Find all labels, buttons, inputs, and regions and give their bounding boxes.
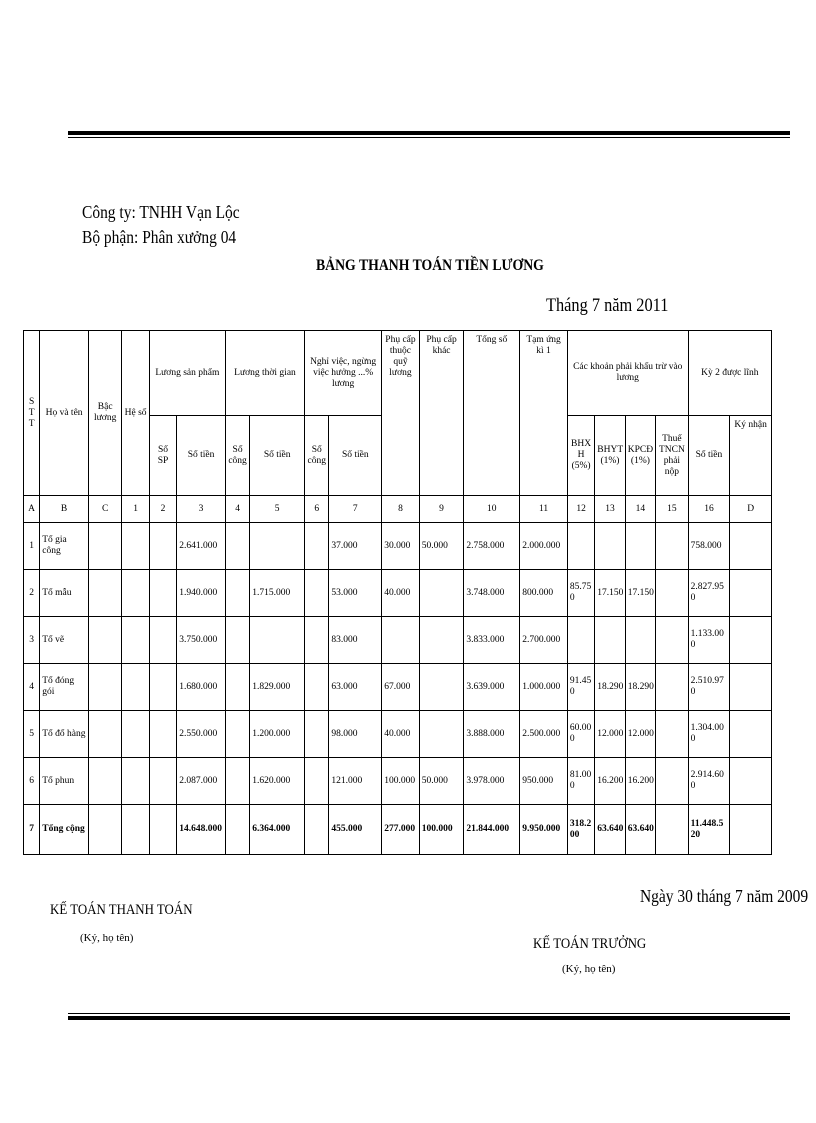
cell-empty [149, 758, 176, 805]
th-total: Tổng số [464, 331, 520, 496]
cell-c12: 91.450 [567, 664, 594, 711]
th-advance: Tạm ứng kì 1 [520, 331, 568, 496]
cell-c12: 85.750 [567, 570, 594, 617]
department-name: Bộ phận: Phân xưởng 04 [82, 227, 237, 247]
cell-empty [88, 711, 121, 758]
cell-empty [225, 570, 249, 617]
cell-c11: 2.500.000 [520, 711, 568, 758]
cell-c13: 17.150 [595, 570, 625, 617]
cell-empty [122, 664, 149, 711]
cell-c14: 17.150 [625, 570, 655, 617]
cell-empty [149, 570, 176, 617]
th-bhyt: BHYT (1%) [595, 416, 625, 496]
column-code: 8 [382, 496, 420, 523]
cell-empty [305, 805, 329, 855]
cell-empty [656, 711, 689, 758]
cell-c14: 63.640 [625, 805, 655, 855]
cell-c9 [419, 617, 464, 664]
cell-c13 [595, 523, 625, 570]
cell-empty [88, 570, 121, 617]
column-code: C [88, 496, 121, 523]
cell-c8: 40.000 [382, 711, 420, 758]
cell-c5: 1.200.000 [250, 711, 305, 758]
header-row-1 [24, 331, 772, 416]
cell-c3: 1.940.000 [177, 570, 226, 617]
chief-accountant-title: KẾ TOÁN TRƯỞNG [533, 936, 647, 952]
cell-c14 [625, 523, 655, 570]
column-code: 4 [225, 496, 249, 523]
cell-c7: 455.000 [329, 805, 382, 855]
column-code: 9 [419, 496, 464, 523]
cell-c3: 2.550.000 [177, 711, 226, 758]
cell-c11: 800.000 [520, 570, 568, 617]
cell-c13: 18.290 [595, 664, 625, 711]
cell-empty [730, 664, 772, 711]
cell-c7: 63.000 [329, 664, 382, 711]
pay-period: Tháng 7 năm 2011 [546, 295, 669, 316]
cell-c16: 1.304.000 [688, 711, 730, 758]
th-leave: Nghỉ việc, ngừng việc hưởng ...% lương [305, 331, 382, 416]
cell-empty [122, 711, 149, 758]
cell-c10: 21.844.000 [464, 805, 520, 855]
th-product-wage: Lương sản phẩm [149, 331, 225, 416]
bottom-rule-thick [68, 1016, 790, 1020]
cell-c12: 81.000 [567, 758, 594, 805]
cell-c8: 30.000 [382, 523, 420, 570]
cell-c9: 50.000 [419, 758, 464, 805]
document-title: BẢNG THANH TOÁN TIỀN LƯƠNG [316, 257, 544, 274]
column-code: 16 [688, 496, 730, 523]
cell-c13: 16.200 [595, 758, 625, 805]
cell-c11: 9.950.000 [520, 805, 568, 855]
cell-stt: 2 [24, 570, 40, 617]
cell-c12 [567, 523, 594, 570]
th-leave-workdays: Số công [305, 416, 329, 496]
company-name: Công ty: TNHH Vạn Lộc [82, 202, 240, 222]
table-body [24, 523, 772, 855]
cell-empty [730, 570, 772, 617]
company-block [82, 200, 240, 250]
cell-c3: 2.087.000 [177, 758, 226, 805]
column-code-row [24, 496, 772, 523]
th-time-workdays: Số công [225, 416, 249, 496]
cell-empty [305, 711, 329, 758]
th-kpcd: KPCĐ (1%) [625, 416, 655, 496]
cell-empty [225, 758, 249, 805]
th-leave-amount: Số tiền [329, 416, 382, 496]
cell-c5: 6.364.000 [250, 805, 305, 855]
column-code: D [730, 496, 772, 523]
cell-c5: 1.620.000 [250, 758, 305, 805]
cell-stt: 7 [24, 805, 40, 855]
th-qty-sp: Số SP [149, 416, 176, 496]
cell-empty [122, 523, 149, 570]
column-code: 5 [250, 496, 305, 523]
cell-empty [225, 664, 249, 711]
cell-empty [730, 805, 772, 855]
cell-c14 [625, 617, 655, 664]
cell-empty [656, 664, 689, 711]
cell-empty [88, 805, 121, 855]
cell-c7: 98.000 [329, 711, 382, 758]
cell-c14: 12.000 [625, 711, 655, 758]
cell-name: Tổ đổ hàng [40, 711, 89, 758]
cell-c7: 37.000 [329, 523, 382, 570]
cell-empty [656, 570, 689, 617]
accountant-title: KẾ TOÁN THANH TOÁN [50, 902, 193, 918]
table-row [24, 570, 772, 617]
cell-c8: 67.000 [382, 664, 420, 711]
cell-c9: 100.000 [419, 805, 464, 855]
th-deductions: Các khoản phải khấu trừ vào lương [567, 331, 688, 416]
cell-empty [305, 758, 329, 805]
cell-name: Tổ vẽ [40, 617, 89, 664]
th-fund-allowance: Phụ cấp thuộc quỹ lương [382, 331, 420, 496]
table-row [24, 664, 772, 711]
column-code: 15 [656, 496, 689, 523]
cell-name: Tổ đóng gói [40, 664, 89, 711]
cell-stt: 4 [24, 664, 40, 711]
th-period2: Kỳ 2 được lĩnh [688, 331, 771, 416]
cell-c12: 60.000 [567, 711, 594, 758]
cell-c11: 1.000.000 [520, 664, 568, 711]
cell-empty [225, 523, 249, 570]
cell-empty [88, 617, 121, 664]
cell-c11: 2.000.000 [520, 523, 568, 570]
cell-c5 [250, 523, 305, 570]
cell-empty [656, 758, 689, 805]
cell-empty [149, 617, 176, 664]
th-bhxh: BHX H (5%) [567, 416, 594, 496]
column-code: 11 [520, 496, 568, 523]
bottom-rule-thin [68, 1013, 790, 1014]
cell-c10: 3.978.000 [464, 758, 520, 805]
cell-c16: 2.827.950 [688, 570, 730, 617]
cell-c16: 2.914.600 [688, 758, 730, 805]
th-name: Họ và tên [40, 331, 89, 496]
cell-empty [225, 617, 249, 664]
cell-c10: 3.639.000 [464, 664, 520, 711]
cell-c13 [595, 617, 625, 664]
th-time-wage: Lương thời gian [225, 331, 304, 416]
cell-c5 [250, 617, 305, 664]
cell-stt: 1 [24, 523, 40, 570]
accountant-signature-note: (Ký, họ tên) [80, 932, 134, 944]
cell-c7: 121.000 [329, 758, 382, 805]
cell-empty [730, 523, 772, 570]
cell-empty [730, 711, 772, 758]
cell-c16: 1.133.000 [688, 617, 730, 664]
cell-empty [730, 758, 772, 805]
cell-empty [656, 617, 689, 664]
cell-empty [149, 664, 176, 711]
cell-empty [656, 805, 689, 855]
th-sign: Ký nhận [730, 416, 772, 496]
cell-empty [149, 805, 176, 855]
cell-empty [305, 617, 329, 664]
top-rule-thin [68, 137, 790, 138]
th-grade: Bậc lương [88, 331, 121, 496]
column-code: 3 [177, 496, 226, 523]
cell-c10: 3.888.000 [464, 711, 520, 758]
th-coef: Hệ số [122, 331, 149, 496]
th-other-allowance: Phụ cấp khác [419, 331, 464, 496]
column-code: 10 [464, 496, 520, 523]
column-code: 2 [149, 496, 176, 523]
cell-c16: 11.448.520 [688, 805, 730, 855]
cell-empty [225, 711, 249, 758]
cell-empty [88, 523, 121, 570]
cell-c11: 2.700.000 [520, 617, 568, 664]
cell-c7: 53.000 [329, 570, 382, 617]
cell-empty [122, 617, 149, 664]
table-row [24, 758, 772, 805]
cell-empty [225, 805, 249, 855]
cell-c3: 1.680.000 [177, 664, 226, 711]
column-code: 6 [305, 496, 329, 523]
th-time-amount: Số tiền [250, 416, 305, 496]
th-period2-amount: Số tiền [688, 416, 730, 496]
column-code: 13 [595, 496, 625, 523]
cell-empty [88, 758, 121, 805]
cell-c8 [382, 617, 420, 664]
cell-c5: 1.829.000 [250, 664, 305, 711]
cell-empty [122, 570, 149, 617]
cell-empty [88, 664, 121, 711]
column-code: 7 [329, 496, 382, 523]
cell-empty [149, 523, 176, 570]
cell-c5: 1.715.000 [250, 570, 305, 617]
cell-c9 [419, 664, 464, 711]
cell-c14: 18.290 [625, 664, 655, 711]
cell-c16: 758.000 [688, 523, 730, 570]
cell-empty [305, 664, 329, 711]
cell-empty [122, 805, 149, 855]
cell-name: Tổ gia công [40, 523, 89, 570]
cell-c16: 2.510.970 [688, 664, 730, 711]
th-stt: S T T [24, 331, 40, 496]
cell-c13: 63.640 [595, 805, 625, 855]
cell-empty [122, 758, 149, 805]
cell-stt: 3 [24, 617, 40, 664]
cell-c3: 2.641.000 [177, 523, 226, 570]
cell-c8: 40.000 [382, 570, 420, 617]
cell-c10: 3.833.000 [464, 617, 520, 664]
column-code: 12 [567, 496, 594, 523]
cell-empty [305, 570, 329, 617]
chief-signature-note: (Ký, họ tên) [562, 963, 616, 975]
cell-c13: 12.000 [595, 711, 625, 758]
cell-stt: 5 [24, 711, 40, 758]
column-code: 1 [122, 496, 149, 523]
cell-c12 [567, 617, 594, 664]
table-row [24, 711, 772, 758]
cell-c10: 2.758.000 [464, 523, 520, 570]
cell-c9 [419, 570, 464, 617]
column-code: A [24, 496, 40, 523]
th-tncn: Thuế TNCN phải nộp [656, 416, 689, 496]
cell-c3: 3.750.000 [177, 617, 226, 664]
cell-c14: 16.200 [625, 758, 655, 805]
cell-c8: 277.000 [382, 805, 420, 855]
th-product-amount: Số tiền [177, 416, 226, 496]
cell-c10: 3.748.000 [464, 570, 520, 617]
top-rule-thick [68, 131, 790, 135]
cell-c3: 14.648.000 [177, 805, 226, 855]
table-row [24, 617, 772, 664]
cell-c9: 50.000 [419, 523, 464, 570]
cell-name: Tổng cộng [40, 805, 89, 855]
column-code: 14 [625, 496, 655, 523]
cell-c7: 83.000 [329, 617, 382, 664]
total-row [24, 805, 772, 855]
cell-empty [730, 617, 772, 664]
document-date: Ngày 30 tháng 7 năm 2009 [640, 886, 809, 906]
cell-stt: 6 [24, 758, 40, 805]
cell-c11: 950.000 [520, 758, 568, 805]
column-code: B [40, 496, 89, 523]
cell-empty [149, 711, 176, 758]
cell-c9 [419, 711, 464, 758]
payroll-table [23, 330, 772, 855]
table-row [24, 523, 772, 570]
cell-empty [656, 523, 689, 570]
cell-c12: 318.200 [567, 805, 594, 855]
cell-empty [305, 523, 329, 570]
cell-name: Tổ phun [40, 758, 89, 805]
cell-name: Tổ mẫu [40, 570, 89, 617]
cell-c8: 100.000 [382, 758, 420, 805]
